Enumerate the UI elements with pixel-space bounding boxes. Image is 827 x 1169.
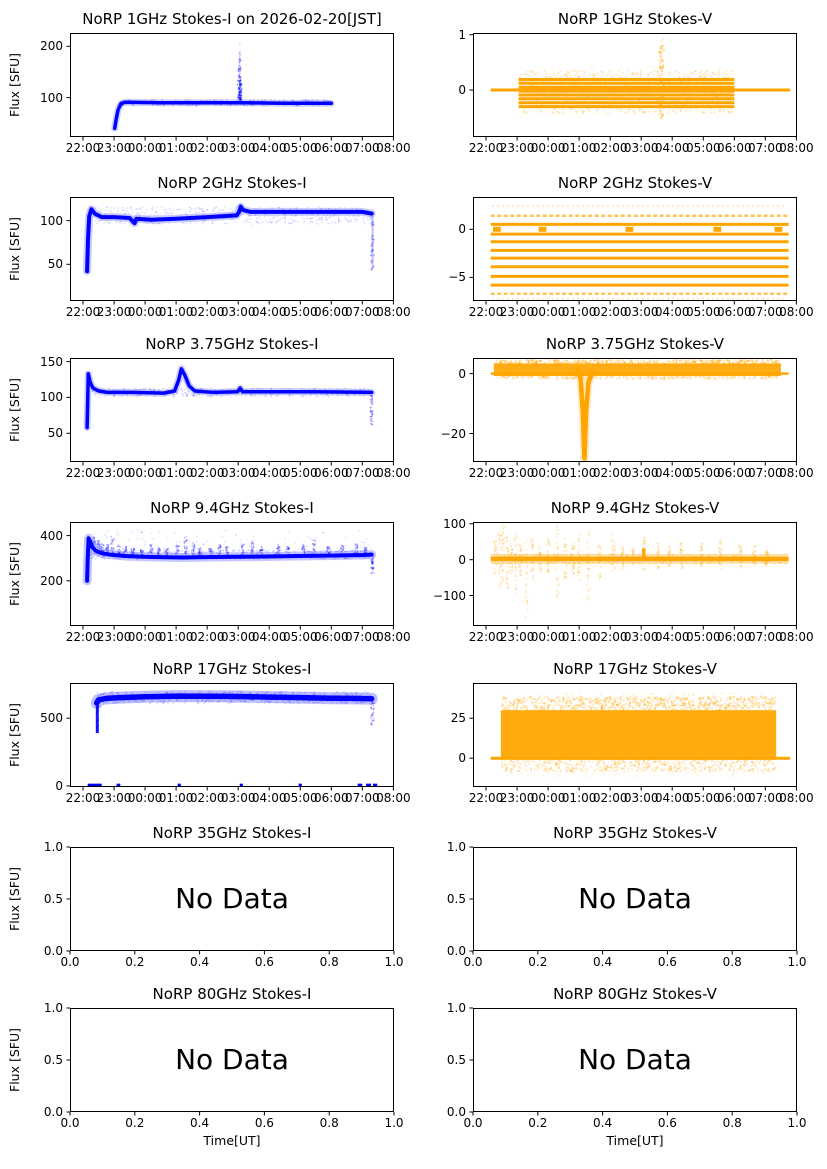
x-tick-label: 08:00 (376, 791, 411, 805)
x-tick-label: 00:00 (127, 305, 163, 319)
x-tick-label: 06:00 (717, 791, 752, 805)
x-tick-label: 0.2 (125, 955, 145, 969)
x-tick-label: 05:00 (283, 466, 318, 480)
x-tick-label: 05:00 (283, 630, 318, 644)
subplot-norp-80ghz-stokes-v (446, 985, 807, 1148)
x-tick-label: 07:00 (345, 791, 380, 805)
plot-area-norp-1ghz-stokes-i (70, 33, 394, 137)
y-tick-label: 1.0 (43, 840, 63, 854)
x-tick-label: 02:00 (189, 630, 225, 644)
subplot-norp-1ghz-stokes-i (6, 10, 411, 155)
y-tick-label: 500 (40, 711, 63, 726)
plot-area-norp-9.4ghz-stokes-i (70, 522, 394, 626)
x-tick-label: 05:00 (283, 141, 318, 155)
x-tick-label: 22:00 (65, 791, 101, 805)
x-tick-label: 07:00 (345, 305, 380, 319)
x-tick-label: 04:00 (654, 630, 690, 644)
y-axis-label: Flux [SFU] (6, 1028, 22, 1092)
y-tick-label: 1 (458, 27, 466, 42)
subplot-norp-35ghz-stokes-v (446, 824, 807, 969)
x-tick-label: 08:00 (376, 630, 411, 644)
plot-title: NoRP 3.75GHz Stokes-I (145, 335, 319, 353)
plot-title: NoRP 1GHz Stokes-V (557, 10, 713, 28)
y-axis-label: Flux [SFU] (6, 378, 22, 442)
x-tick-label: 0.8 (319, 955, 339, 969)
x-tick-label: 05:00 (686, 466, 721, 480)
x-tick-label: 03:00 (623, 141, 659, 155)
x-tick-label: 0.6 (657, 1116, 677, 1130)
x-tick-label: 08:00 (376, 305, 411, 319)
x-axis-label: Time[UT] (606, 1133, 664, 1148)
x-tick-label: 23:00 (499, 466, 535, 480)
x-tick-label: 04:00 (654, 791, 690, 805)
plot-title: NoRP 80GHz Stokes-I (152, 985, 312, 1003)
x-tick-label: 04:00 (654, 466, 690, 480)
x-tick-label: 07:00 (748, 630, 783, 644)
x-tick-label: 0.4 (190, 1116, 210, 1130)
x-tick-label: 08:00 (779, 305, 814, 319)
no-data-annotation: No Data (578, 1043, 692, 1076)
y-tick-label: 0 (458, 222, 466, 237)
x-tick-label: 00:00 (530, 141, 566, 155)
x-tick-label: 01:00 (158, 791, 194, 805)
x-tick-label: 1.0 (787, 955, 807, 969)
x-tick-label: 22:00 (468, 141, 504, 155)
x-tick-label: 23:00 (96, 791, 132, 805)
plot-area-norp-1ghz-stokes-v (473, 33, 797, 137)
x-tick-label: 02:00 (592, 630, 628, 644)
y-tick-label: 400 (40, 528, 63, 543)
x-tick-label: 03:00 (623, 630, 659, 644)
no-data-annotation: No Data (578, 882, 692, 915)
y-tick-label: 0.0 (43, 1105, 63, 1119)
x-tick-label: 01:00 (158, 466, 194, 480)
x-tick-label: 03:00 (220, 791, 256, 805)
y-tick-label: 0.0 (446, 944, 466, 958)
y-axis-label: Flux [SFU] (6, 217, 22, 281)
y-tick-label: 100 (443, 516, 466, 531)
x-tick-label: 06:00 (717, 466, 752, 480)
subplot-norp-1ghz-stokes-v (458, 10, 814, 155)
x-tick-label: 04:00 (654, 305, 690, 319)
x-tick-label: 23:00 (499, 630, 535, 644)
x-tick-label: 00:00 (127, 141, 163, 155)
plot-title: NoRP 9.4GHz Stokes-V (550, 499, 720, 517)
x-tick-label: 23:00 (96, 466, 132, 480)
y-tick-label: −100 (433, 588, 466, 603)
x-tick-label: 00:00 (530, 305, 566, 319)
y-tick-label: 50 (47, 257, 63, 272)
x-tick-label: 04:00 (654, 141, 690, 155)
x-tick-label: 01:00 (158, 141, 194, 155)
x-tick-label: 06:00 (314, 630, 349, 644)
x-tick-label: 08:00 (376, 466, 411, 480)
subplot-norp-2ghz-stokes-v (448, 174, 814, 319)
x-tick-label: 05:00 (283, 305, 318, 319)
x-tick-label: 01:00 (561, 630, 597, 644)
x-tick-label: 23:00 (96, 630, 132, 644)
x-tick-label: 04:00 (251, 466, 287, 480)
x-tick-label: 06:00 (717, 141, 752, 155)
y-tick-label: 0.5 (43, 892, 63, 906)
x-tick-label: 22:00 (65, 141, 101, 155)
plot-area-norp-2ghz-stokes-i (70, 197, 394, 301)
x-tick-label: 04:00 (251, 791, 287, 805)
y-tick-label: 1.0 (446, 1001, 466, 1015)
y-tick-label: 0 (458, 751, 466, 766)
plot-title: NoRP 80GHz Stokes-V (553, 985, 717, 1003)
x-tick-label: 0.4 (190, 955, 210, 969)
subplot-norp-17ghz-stokes-i (6, 660, 411, 805)
plot-area-norp-2ghz-stokes-v (473, 197, 797, 301)
x-tick-label: 02:00 (189, 466, 225, 480)
plot-title: NoRP 2GHz Stokes-V (557, 174, 713, 192)
y-tick-label: 1.0 (43, 1001, 63, 1015)
y-tick-label: 25 (450, 711, 466, 726)
x-tick-label: 05:00 (686, 141, 721, 155)
x-tick-label: 0.6 (254, 955, 274, 969)
subplot-norp-17ghz-stokes-v (450, 660, 814, 805)
x-tick-label: 22:00 (468, 466, 504, 480)
x-tick-label: 05:00 (686, 630, 721, 644)
x-tick-label: 05:00 (686, 305, 721, 319)
y-tick-label: 1.0 (446, 840, 466, 854)
y-tick-label: 0.5 (446, 1053, 466, 1067)
x-tick-label: 02:00 (592, 141, 628, 155)
x-tick-label: 00:00 (530, 466, 566, 480)
x-tick-label: 02:00 (189, 791, 225, 805)
plot-title: NoRP 17GHz Stokes-V (553, 660, 717, 678)
y-tick-label: 50 (47, 426, 63, 441)
x-tick-label: 0.4 (593, 955, 613, 969)
x-tick-label: 03:00 (220, 630, 256, 644)
x-tick-label: 01:00 (561, 141, 597, 155)
x-axis-label: Time[UT] (203, 1133, 261, 1148)
plot-area-norp-17ghz-stokes-v (473, 683, 797, 787)
x-tick-label: 01:00 (158, 305, 194, 319)
y-tick-label: −20 (440, 426, 466, 441)
x-tick-label: 23:00 (499, 305, 535, 319)
x-tick-label: 01:00 (561, 305, 597, 319)
x-tick-label: 0.6 (254, 1116, 274, 1130)
x-tick-label: 07:00 (748, 305, 783, 319)
x-tick-label: 06:00 (717, 305, 752, 319)
subplot-norp-3.75ghz-stokes-v (440, 335, 814, 480)
plot-area-norp-9.4ghz-stokes-v (473, 522, 797, 626)
y-tick-label: 0.5 (446, 892, 466, 906)
x-tick-label: 01:00 (561, 466, 597, 480)
y-tick-label: 200 (40, 573, 63, 588)
x-tick-label: 00:00 (530, 630, 566, 644)
x-tick-label: 08:00 (779, 791, 814, 805)
x-tick-label: 22:00 (468, 791, 504, 805)
y-tick-label: 150 (40, 354, 63, 369)
x-tick-label: 23:00 (499, 791, 535, 805)
y-axis-label: Flux [SFU] (6, 53, 22, 117)
x-tick-label: 0.8 (319, 1116, 339, 1130)
y-tick-label: 200 (40, 39, 63, 54)
no-data-annotation: No Data (175, 882, 289, 915)
subplot-norp-2ghz-stokes-i (6, 174, 411, 319)
x-tick-label: 00:00 (127, 630, 163, 644)
x-tick-label: 22:00 (468, 630, 504, 644)
x-tick-label: 0.2 (528, 1116, 548, 1130)
x-tick-label: 07:00 (345, 141, 380, 155)
y-tick-label: 0 (458, 366, 466, 381)
x-tick-label: 22:00 (65, 466, 101, 480)
x-tick-label: 06:00 (314, 141, 349, 155)
x-tick-label: 0.4 (593, 1116, 613, 1130)
x-tick-label: 02:00 (189, 305, 225, 319)
x-tick-label: 04:00 (251, 141, 287, 155)
x-tick-label: 03:00 (220, 305, 256, 319)
no-data-annotation: No Data (175, 1043, 289, 1076)
x-tick-label: 0.0 (60, 1116, 80, 1130)
x-tick-label: 07:00 (345, 630, 380, 644)
x-tick-label: 06:00 (314, 791, 349, 805)
x-tick-label: 23:00 (96, 305, 132, 319)
x-tick-label: 03:00 (220, 466, 256, 480)
x-tick-label: 03:00 (623, 466, 659, 480)
x-tick-label: 23:00 (499, 141, 535, 155)
x-tick-label: 00:00 (530, 791, 566, 805)
plot-title: NoRP 35GHz Stokes-I (152, 824, 312, 842)
plot-area-norp-17ghz-stokes-i (70, 683, 394, 787)
x-tick-label: 00:00 (127, 791, 163, 805)
x-tick-label: 1.0 (787, 1116, 807, 1130)
x-tick-label: 1.0 (384, 1116, 404, 1130)
x-tick-label: 03:00 (220, 141, 256, 155)
x-tick-label: 08:00 (779, 630, 814, 644)
x-tick-label: 07:00 (345, 466, 380, 480)
x-tick-label: 0.2 (125, 1116, 145, 1130)
x-tick-label: 03:00 (623, 791, 659, 805)
x-tick-label: 0.2 (528, 955, 548, 969)
y-tick-label: 0 (458, 552, 466, 567)
x-tick-label: 0.0 (60, 955, 80, 969)
y-tick-label: 0.0 (446, 1105, 466, 1119)
y-tick-label: 100 (40, 90, 63, 105)
x-tick-label: 05:00 (686, 791, 721, 805)
x-tick-label: 07:00 (748, 466, 783, 480)
y-tick-label: 0.5 (43, 1053, 63, 1067)
x-tick-label: 0.0 (463, 955, 483, 969)
x-tick-label: 04:00 (251, 630, 287, 644)
x-tick-label: 22:00 (65, 630, 101, 644)
x-tick-label: 07:00 (748, 791, 783, 805)
plot-title: NoRP 3.75GHz Stokes-V (545, 335, 725, 353)
subplot-norp-3.75ghz-stokes-i (6, 335, 411, 480)
x-tick-label: 22:00 (468, 305, 504, 319)
x-tick-label: 08:00 (779, 141, 814, 155)
subplot-norp-9.4ghz-stokes-v (433, 499, 814, 644)
y-axis-label: Flux [SFU] (6, 703, 22, 767)
x-tick-label: 0.0 (463, 1116, 483, 1130)
plot-area-norp-3.75ghz-stokes-i (70, 358, 394, 462)
x-tick-label: 06:00 (717, 630, 752, 644)
x-tick-label: 05:00 (283, 791, 318, 805)
x-tick-label: 02:00 (592, 305, 628, 319)
x-tick-label: 00:00 (127, 466, 163, 480)
x-tick-label: 22:00 (65, 305, 101, 319)
subplot-norp-80ghz-stokes-i (6, 985, 404, 1148)
x-tick-label: 02:00 (189, 141, 225, 155)
y-axis-label: Flux [SFU] (6, 867, 22, 931)
x-tick-label: 0.6 (657, 955, 677, 969)
y-tick-label: 100 (40, 213, 63, 228)
x-tick-label: 0.8 (722, 955, 742, 969)
x-tick-label: 08:00 (376, 141, 411, 155)
x-tick-label: 1.0 (384, 955, 404, 969)
subplot-norp-35ghz-stokes-i (6, 824, 404, 969)
x-tick-label: 06:00 (314, 305, 349, 319)
x-tick-label: 08:00 (779, 466, 814, 480)
y-tick-label: 0.0 (43, 944, 63, 958)
x-tick-label: 06:00 (314, 466, 349, 480)
x-tick-label: 04:00 (251, 305, 287, 319)
x-tick-label: 0.8 (722, 1116, 742, 1130)
y-tick-label: 0 (458, 83, 466, 97)
plot-title: NoRP 1GHz Stokes-I on 2026-02-20[JST] (82, 10, 382, 28)
y-axis-label: Flux [SFU] (6, 542, 22, 606)
plot-area-norp-3.75ghz-stokes-v (473, 358, 797, 462)
x-tick-label: 07:00 (748, 141, 783, 155)
plot-title: NoRP 9.4GHz Stokes-I (150, 499, 314, 517)
x-tick-label: 01:00 (561, 791, 597, 805)
y-tick-label: −5 (448, 270, 466, 285)
plot-title: NoRP 35GHz Stokes-V (553, 824, 717, 842)
x-tick-label: 23:00 (96, 141, 132, 155)
plot-title: NoRP 2GHz Stokes-I (157, 174, 307, 192)
y-tick-label: 0 (55, 778, 63, 793)
x-tick-label: 01:00 (158, 630, 194, 644)
x-tick-label: 02:00 (592, 791, 628, 805)
y-tick-label: 100 (40, 390, 63, 405)
x-tick-label: 02:00 (592, 466, 628, 480)
subplot-norp-9.4ghz-stokes-i (6, 499, 411, 644)
x-tick-label: 03:00 (623, 305, 659, 319)
plot-title: NoRP 17GHz Stokes-I (152, 660, 312, 678)
